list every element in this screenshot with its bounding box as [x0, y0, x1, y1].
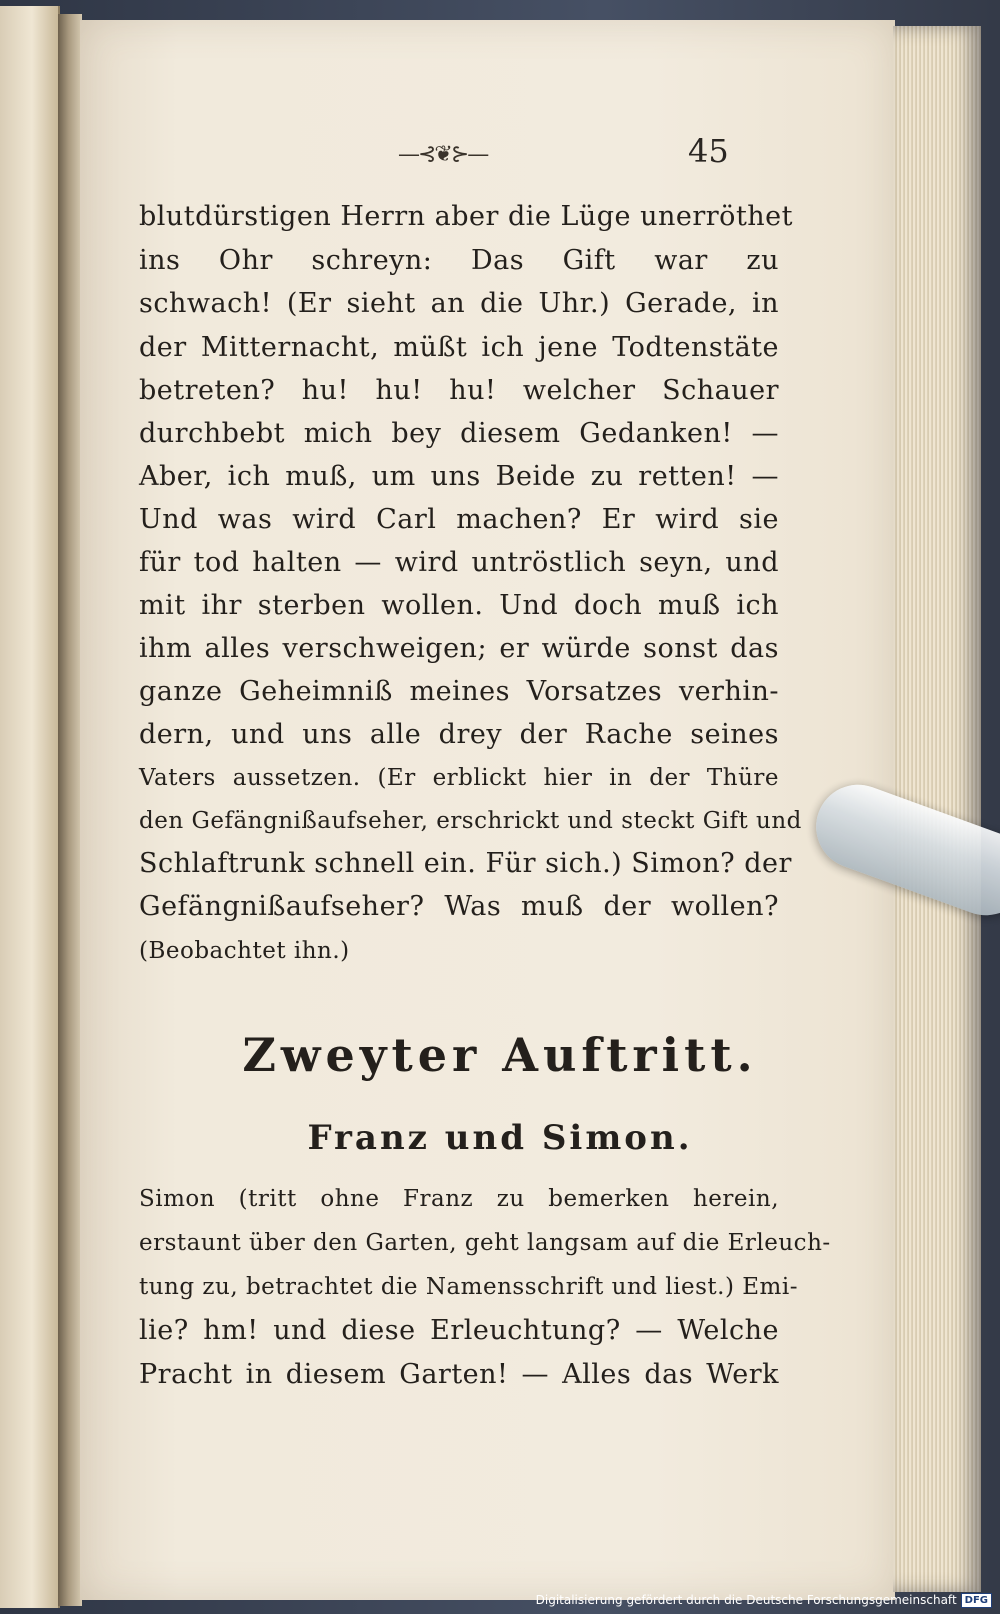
text-line: lie? hm! und diese Erleuchtung? — Welche — [139, 1315, 779, 1346]
scene-heading: Zweyter Auftritt. — [242, 1028, 758, 1082]
text-line: tung zu, betrachtet die Namensschrift und liest.) Emi- — [139, 1274, 798, 1300]
text-line: (Beobachtet ihn.) — [139, 938, 350, 964]
characters-heading: Franz und Simon. — [307, 1118, 693, 1158]
dfg-logo: DFG — [961, 1593, 992, 1608]
book-gutter — [58, 14, 82, 1606]
text-line: durchbebt mich bey diesem Gedanken! — — [139, 418, 779, 449]
text-line: für tod halten — wird untröstlich seyn, und — [139, 547, 779, 578]
text-line: Aber, ich muß, um uns Beide zu retten! — — [139, 461, 779, 492]
page-header — [398, 128, 738, 178]
text-line: ins Ohr schreyn: Das Gift war zu — [139, 245, 779, 276]
text-line: dern, und uns alle drey der Rache seines — [139, 719, 779, 750]
text-line: betreten? hu! hu! hu! welcher Schauer — [139, 375, 779, 406]
text-line: Pracht in diesem Garten! — Alles das Werk — [139, 1359, 779, 1390]
text-line: blutdürstigen Herrn aber die Lüge unerröthet — [139, 201, 794, 232]
text-line: schwach! (Er sieht an die Uhr.) Gerade, in — [139, 288, 779, 319]
text-line: der Mitternacht, müßt ich jene Todtenstäte — [139, 332, 779, 363]
text-line: den Gefängnißaufseher, erschrickt und steckt Gift und — [139, 808, 802, 834]
header-ornament: —⊰❦⊱— — [398, 142, 488, 167]
text-line: Schlaftrunk schnell ein. Für sich.) Simon? der — [139, 848, 792, 879]
text-line: ganze Geheimniß meines Vorsatzes verhin- — [139, 676, 779, 707]
footer — [536, 1590, 992, 1610]
footer-text: Digitalisierung gefördert durch die Deutsche Forschungsgemeinschaft — [535, 1593, 957, 1607]
text-line: erstaunt über den Garten, geht langsam auf die Erleuch- — [139, 1230, 831, 1256]
page-number: 45 — [688, 132, 729, 170]
text-line: mit ihr sterben wollen. Und doch muß ich — [139, 590, 779, 621]
text-line: Simon (tritt ohne Franz zu bemerken herein, — [139, 1186, 779, 1212]
left-page-edge — [0, 6, 60, 1608]
text-line: Und was wird Carl machen? Er wird sie — [139, 504, 779, 535]
text-line: Vaters aussetzen. (Er erblickt hier in der Thüre — [139, 765, 779, 791]
text-line: Gefängnißaufseher? Was muß der wollen? — [139, 891, 779, 922]
text-line: ihm alles verschweigen; er würde sonst das — [139, 633, 779, 664]
